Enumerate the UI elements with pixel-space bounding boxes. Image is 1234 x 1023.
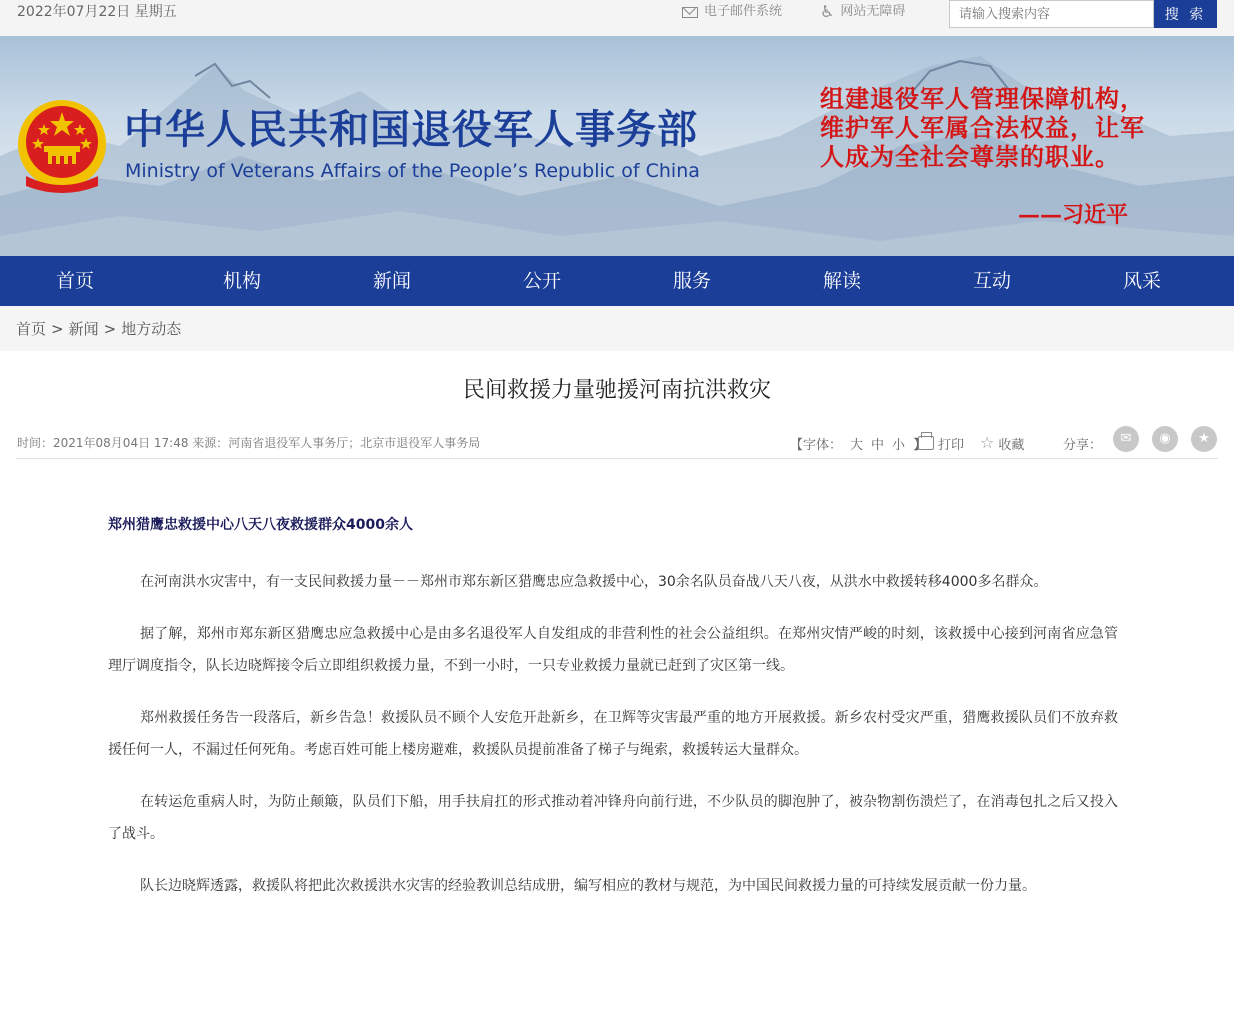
- article-meta: 时间：2021年08月04日 17:48 来源：河南省退役军人事务厅；北京市退役军人事务局: [17, 436, 481, 450]
- font-size-prefix: 【字体：: [790, 437, 843, 453]
- nav-item-services[interactable]: 服务: [672, 270, 711, 292]
- weibo-share-icon[interactable]: ◉: [1152, 426, 1178, 452]
- search-button[interactable]: 搜 索: [1154, 0, 1217, 28]
- nav-item-public[interactable]: 公开: [522, 270, 561, 292]
- nav-item-organization[interactable]: 机构: [222, 270, 261, 292]
- breadcrumb-separator: >: [103, 320, 117, 338]
- breadcrumb-separator: >: [51, 320, 64, 338]
- star-icon: ☆: [980, 433, 995, 452]
- article-divider: [16, 458, 1218, 459]
- article-title: 民间救援力量驰援河南抗洪救灾: [462, 378, 771, 403]
- national-emblem-icon: [16, 96, 108, 196]
- article-paragraph: 郑州救援任务告一段落后，新乡告急！救援队员不顾个人安危开赴新乡，在卫辉等灾害最严重的地方开展救援。新乡农村受灾严重，猎鹰救援队员们不放弃救援任何一人，不漏过任何死角。考虑百姓可能上楼房避难，救援队员提前准备了梯子与绳索，救援转运大量群众。: [108, 710, 1118, 758]
- article-paragraph: 据了解，郑州市郑东新区猎鹰忠应急救援中心是由多名退役军人自发组成的非营利性的社会公益组织。在郑州灾情严峻的时刻，该救援中心接到河南省应急管理厅调度指令，队长边晓辉接令后立即组织救援力量，不到一小时，一只专业救援力量就已赶到了灾区第一线。: [108, 626, 1118, 674]
- article-body: [108, 512, 1118, 922]
- nav-item-home[interactable]: 首页: [55, 270, 94, 292]
- search-input[interactable]: [949, 0, 1154, 28]
- font-size-controls: [790, 432, 926, 454]
- font-size-medium-button[interactable]: 中: [871, 437, 885, 453]
- accessibility-label: 网站无障碍: [840, 4, 906, 19]
- email-system-label: 电子邮件系统: [704, 4, 783, 19]
- main-navigation: [0, 256, 1234, 306]
- print-icon: [918, 436, 934, 450]
- email-system-link[interactable]: [682, 3, 782, 21]
- breadcrumb-home[interactable]: 首页: [16, 320, 47, 338]
- favorite-share-icon[interactable]: ★: [1191, 426, 1217, 452]
- site-title-cn: 中华人民共和国退役军人事务部: [124, 107, 698, 153]
- article-paragraph: 在转运危重病人时，为防止颠簸，队员们下船，用手扶肩扛的形式推动着冲锋舟向前行进，不少队员的脚泡肿了，被杂物割伤溃烂了，在消毒包扎之后又投入了战斗。: [108, 794, 1118, 842]
- article-paragraph: 队长边晓辉透露，救援队将把此次救援洪水灾害的经验教训总结成册，编写相应的教材与规范，为中国民间救援力量的可持续发展贡献一份力量。: [140, 878, 1036, 894]
- favorite-label: 收藏: [998, 437, 1025, 453]
- share-label: 分享：: [1063, 437, 1103, 453]
- header-quote: 组建退役军人管理保障机构，维护军人军属合法权益，让军人成为全社会尊崇的职业。: [820, 84, 1145, 171]
- nav-item-interpretation[interactable]: 解读: [822, 270, 861, 292]
- site-title-en: Ministry of Veterans Affairs of the People’s Republic of China: [125, 160, 700, 182]
- article-subheading: 郑州猎鹰忠救援中心八天八夜救援群众4000余人: [108, 517, 413, 533]
- font-size-small-button[interactable]: 小: [892, 437, 906, 453]
- current-date: 2022年07月22日 星期五: [17, 4, 177, 20]
- favorite-button[interactable]: [980, 432, 1024, 454]
- article-paragraph: 在河南洪水灾害中，有一支民间救援力量－－郑州市郑东新区猎鹰忠应急救援中心，30余名队员奋战八天八夜，从洪水中救援转移4000多名群众。: [140, 574, 1048, 590]
- site-header-banner: [0, 36, 1234, 256]
- breadcrumb-news[interactable]: 新闻: [68, 320, 99, 338]
- font-size-large-button[interactable]: 大: [850, 437, 864, 453]
- nav-item-news[interactable]: 新闻: [372, 270, 411, 292]
- font-size-suffix: 】: [913, 437, 927, 453]
- nav-item-interaction[interactable]: 互动: [972, 270, 1011, 292]
- accessibility-link[interactable]: [820, 3, 905, 21]
- breadcrumb-bar: [0, 306, 1234, 351]
- top-utility-bar: [0, 0, 1234, 36]
- print-label: 打印: [938, 437, 965, 453]
- mail-icon: [682, 7, 698, 18]
- print-button[interactable]: [918, 432, 964, 454]
- breadcrumb-local-news[interactable]: 地方动态: [121, 320, 182, 338]
- accessibility-icon: ♿: [820, 2, 835, 21]
- wechat-share-icon[interactable]: ✉: [1113, 426, 1139, 452]
- header-quote-author: ——习近平: [1018, 202, 1129, 228]
- breadcrumb: [16, 320, 181, 338]
- nav-item-showcase[interactable]: 风采: [1122, 270, 1161, 292]
